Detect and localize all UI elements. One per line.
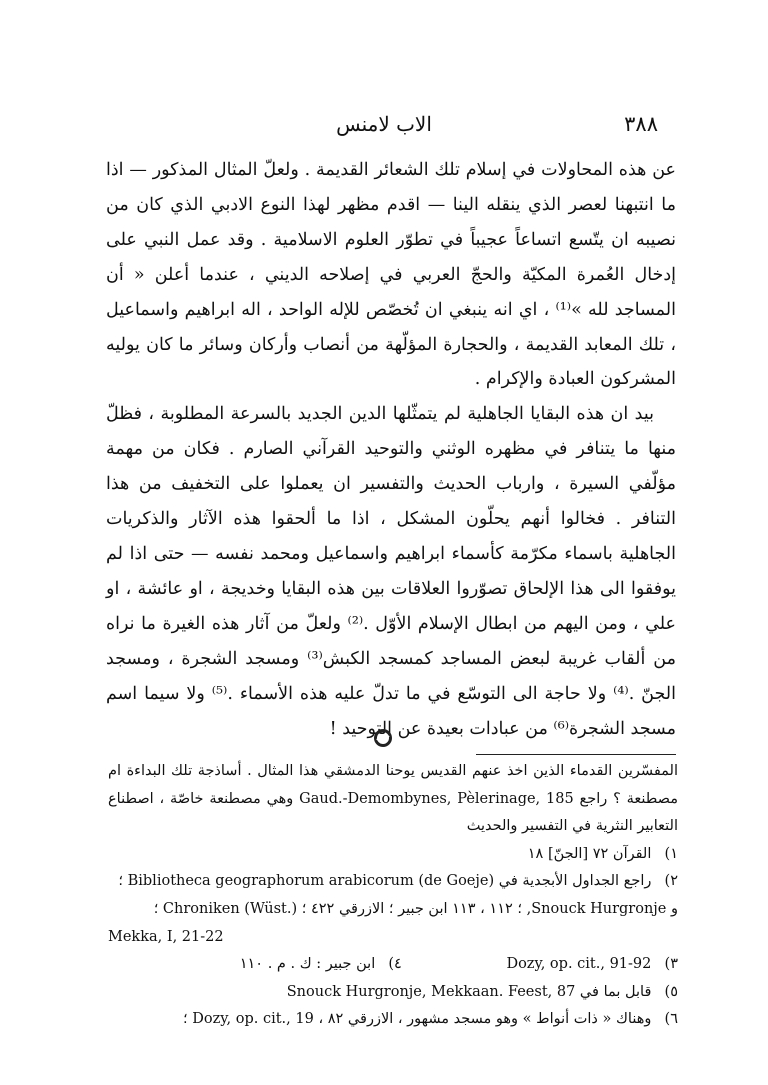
paragraph-2: بيد ان هذه البقايا الجاهلية لم يتمثّلها الدين الجديد بالسرعة المطلوبة ، فظلّ منها ما يتنافر في مظهره الوثني والتوحيد القرآني الصارم . فكان من مهمة مؤلّفي السيرة ، وارباب الحديث والتفسير ان يعملوا على التخفيف من هذا التنافر . فخالوا أنهم يحلّون المشكل ، اذا ما ألحقوا هذه الآثار والذكريات الجاهلية باسماء مكرّمة كأسماء ابراهيم واسماعيل ومحمد نفسه — حتى اذا لم يوفقوا الى هذا الإلحاق تصوّروا العلاقات بين هذه البقايا وخديجة ، او عائشة ، او علي ، ومن اليهم من ابطال الإسلام الأوّل .⁽²⁾ ولعلّ من آثار هذه الغيرة ما نراه من ألقاب غريبة لبعض المساجد كمسجد الكبش⁽³⁾ ومسجد الشجرة ، ومسجد الجنّ .⁽⁴⁾ ولا حاجة الى التوسّع في ما تدلّ عليه هذه الأسماء .⁽⁵⁾ ولا سيما اسم مسجد الشجرة⁽⁶⁾ من عبادات بعيدة عن التوحيد ! bbox=[106, 404, 676, 739]
footnote-1-text: القرآن ٧٢ [الجنّ] ١٨ bbox=[527, 845, 652, 862]
footnote-2-line-3: Mekka, I, 21-22 bbox=[108, 928, 224, 945]
running-title: الاب لامنس bbox=[336, 112, 432, 136]
footnote-6-number: ٦) bbox=[664, 1011, 678, 1028]
footnote-1-number: ١) bbox=[664, 845, 678, 862]
footnote-2 bbox=[108, 868, 678, 896]
footnote-5-number: ٥) bbox=[664, 983, 678, 1000]
footnote-3-text: Dozy, op. cit., 91-92 bbox=[506, 956, 652, 973]
footnote-2-end bbox=[108, 924, 678, 952]
footnote-divider bbox=[476, 754, 676, 755]
footnote-2-number: ٢) bbox=[664, 873, 678, 890]
footnote-5-text: قابل بما في Snouck Hurgronje, Mekkaan. Feest, 87 bbox=[286, 983, 652, 1000]
paragraph-1: عن هذه المحاولات في إسلام تلك الشعائر القديمة . ولعلّ المثال المذكور — اذا ما انتبهنا لعصر الذي ينقله الينا — اقدم مظهر لهذا النوع الادبي الذي كان من نصيبه ان يتّسع اتساعاً عجيباً في تطوّر العلوم الاسلامية . وقد عمل النبي على إدخال العُمرة المكيّة والحجّ العربي في إصلاحه الديني ، عندما أعلن « أن المساجد لله »⁽¹⁾ ، اي انه ينبغي ان تُخصّص للإله الواحد ، اله ابراهيم واسماعيل ، تلك المعابد القديمة ، والحجارة المؤلّهة من أنصاب وأركان وسائر ما كان يوليه المشركون العبادة والإكرام . bbox=[106, 160, 676, 390]
footnote-4-text: ابن جبير : ك . م . ١١٠ bbox=[239, 956, 376, 973]
footnote-6-text: وهناك « ذات أنواط » وهو مسجد مشهور ، الازرقي ٨٢ ، Dozy, op. cit., 19 ؛ bbox=[183, 1011, 652, 1028]
footnote-2-continued bbox=[108, 896, 678, 924]
footnotes bbox=[108, 758, 678, 1034]
footnote-5 bbox=[108, 979, 678, 1007]
footnote-continuation: المفسّرين القدماء الذين اخذ عنهم القديس يوحنا الدمشقي هذا المثال . أساذجة تلك البداءة ام مصطنعة ؟ راجع Gaud.-Demombynes, Pèlerinage, 185 وهي مصطنعة خاصّة ، اصطناع التعابير النثرية في التفسير والحديث bbox=[108, 763, 678, 835]
footnote-3-4 bbox=[108, 951, 678, 979]
footnote-1 bbox=[108, 841, 678, 869]
footnote-2-line-2: و Snouck Hurgronje, ؛ ١١٢ ، ١١٣ ابن جبير ؛ الازرقي ٤٢٢ ؛ Chroniken (Wüst.) ؛ bbox=[153, 900, 678, 917]
main-text bbox=[106, 153, 676, 746]
footnote-2-line-1: راجع الجداول الأبجدية في Bibliotheca geographorum arabicorum (de Goeje) ؛ bbox=[118, 873, 652, 890]
page-number: ٣٨٨ bbox=[624, 112, 658, 136]
footnote-6 bbox=[108, 1006, 678, 1034]
page-header bbox=[110, 112, 658, 142]
footnote-3-number: ٣) bbox=[664, 956, 678, 973]
footnote-4-number: ٤) bbox=[388, 956, 402, 973]
swirl-ornament-icon bbox=[373, 728, 393, 748]
